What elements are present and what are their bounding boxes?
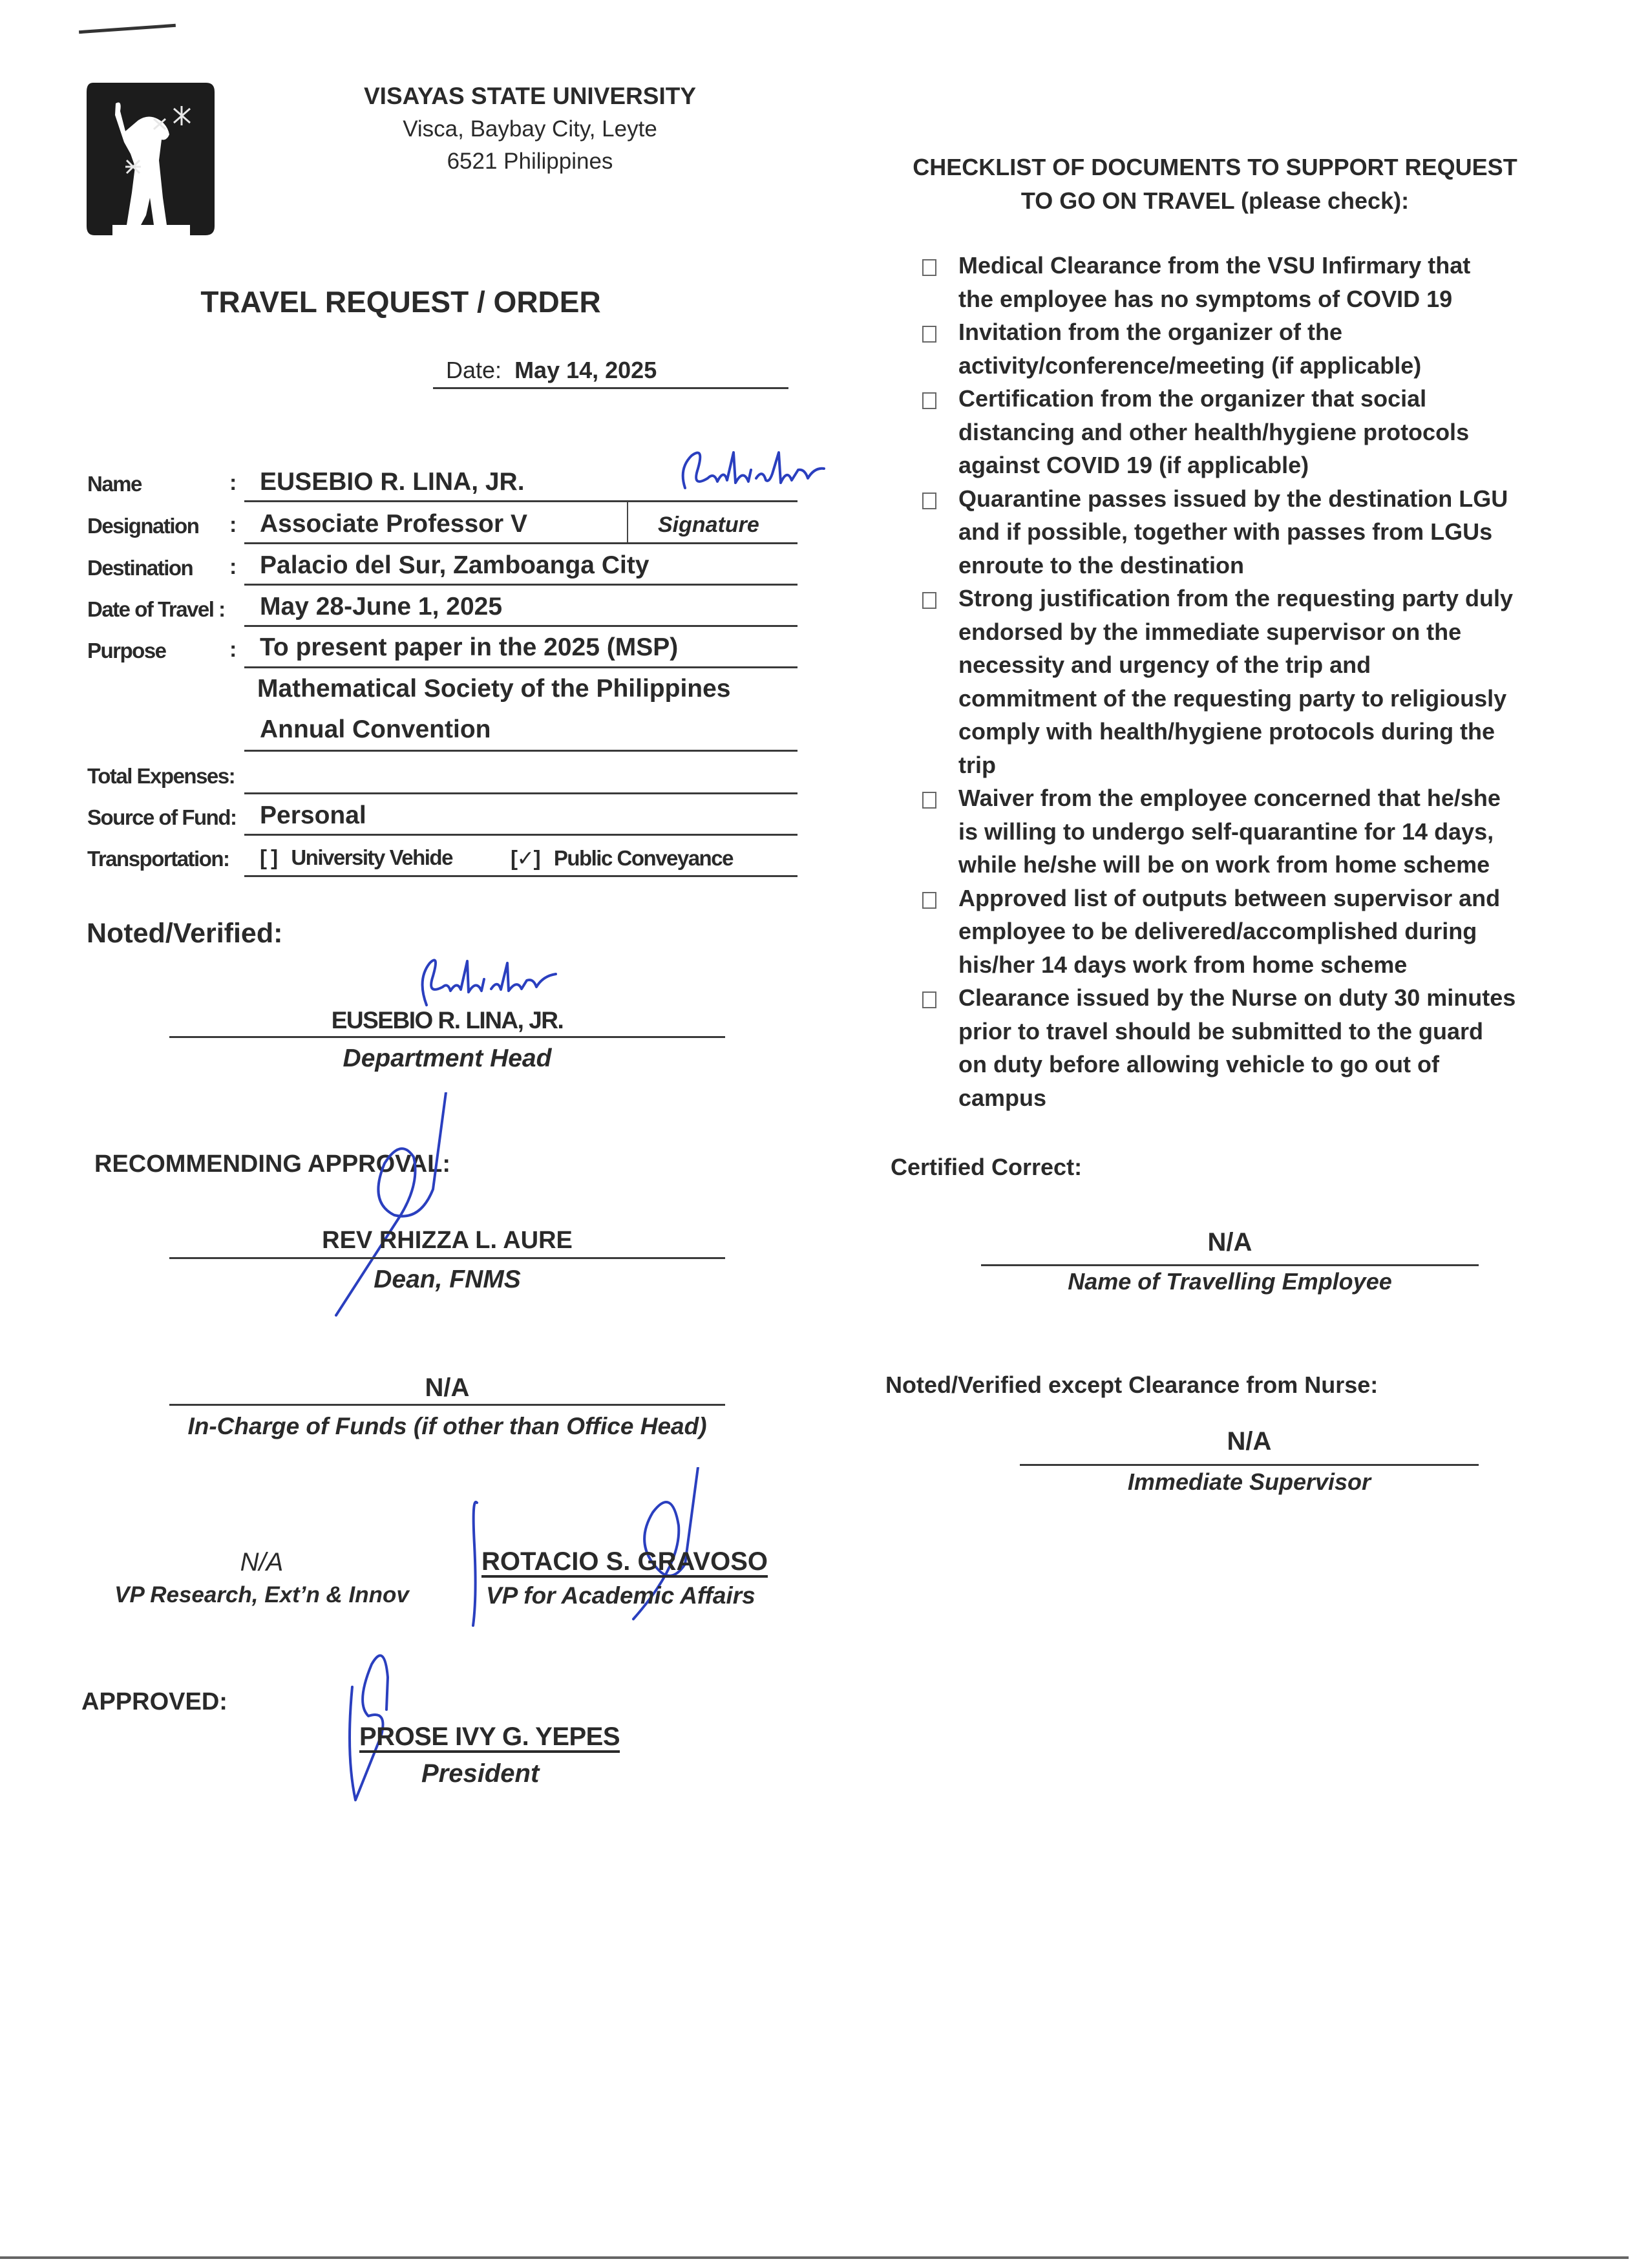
signature-column-divider <box>627 502 628 543</box>
signature-label: Signature <box>658 513 759 537</box>
checklist-item-line: campus <box>958 1084 1047 1111</box>
date-underline <box>433 387 788 389</box>
checklist-item-line: on duty before allowing vehicle to go out of <box>958 1051 1439 1077</box>
checklist-checkbox[interactable] <box>922 991 936 1008</box>
travelling-employee-underline <box>981 1264 1479 1266</box>
checklist-item-line: Quarantine passes issued by the destination LGU <box>958 485 1508 512</box>
checklist-checkbox[interactable] <box>922 792 936 809</box>
university-address-line1: Visca, Baybay City, Leyte <box>403 116 657 142</box>
source-of-fund-value[interactable]: Personal <box>260 801 366 829</box>
transport-checkbox-university[interactable]: [ ] <box>260 845 277 869</box>
vp-academic-role: VP for Academic Affairs <box>486 1582 755 1609</box>
department-head-name: EUSEBIO R. LINA, JR. <box>331 1007 564 1033</box>
vp-research-role: VP Research, Ext’n & Innov <box>114 1582 409 1607</box>
dean-name: REV RHIZZA L. AURE <box>322 1227 573 1254</box>
department-head-role: Department Head <box>343 1044 552 1072</box>
transportation-underline <box>244 875 798 877</box>
immediate-supervisor-underline <box>1020 1464 1479 1466</box>
university-address-line2: 6521 Philippines <box>447 149 613 174</box>
checklist-item-line: trip <box>958 751 996 778</box>
checklist-checkbox[interactable] <box>922 493 936 509</box>
transportation-label: Transportation: <box>87 847 229 871</box>
document-title: TRAVEL REQUEST / ORDER <box>200 285 601 319</box>
colon: : <box>229 513 237 537</box>
checklist-checkbox[interactable] <box>922 892 936 909</box>
date-value: May 14, 2025 <box>514 357 657 383</box>
date-label: Date: <box>446 357 502 383</box>
checklist-checkbox[interactable] <box>922 259 936 276</box>
scan-mark-top <box>79 24 176 34</box>
purpose-line-2[interactable]: Mathematical Society of the Philippines <box>257 675 731 703</box>
source-of-fund-label: Source of Fund: <box>87 805 237 829</box>
checklist-item-line: the employee has no symptoms of COVID 19 <box>958 285 1453 312</box>
name-label: Name <box>87 472 142 496</box>
approved-heading: APPROVED: <box>81 1688 227 1715</box>
date-of-travel-value[interactable]: May 28-June 1, 2025 <box>260 593 503 620</box>
in-charge-funds-role: In-Charge of Funds (if other than Office Head) <box>187 1413 707 1439</box>
checklist-item-text <box>958 482 1540 582</box>
in-charge-funds-underline <box>169 1404 725 1406</box>
immediate-supervisor-role: Immediate Supervisor <box>1127 1468 1371 1495</box>
applicant-signature <box>672 443 834 501</box>
destination-label: Destination <box>87 556 193 580</box>
immediate-supervisor-name: N/A <box>1227 1427 1272 1456</box>
checklist-item-text <box>958 249 1540 315</box>
date-of-travel-label: Date of Travel : <box>87 597 225 621</box>
colon: : <box>229 637 237 662</box>
vsu-logo-icon <box>87 83 215 235</box>
designation-label: Designation <box>87 514 199 538</box>
date-of-travel-underline <box>244 625 798 627</box>
purpose-underline-3 <box>244 750 798 752</box>
transport-option-university-vehicle[interactable] <box>260 845 452 870</box>
checklist-item-line: his/her 14 days work from home scheme <box>958 951 1408 978</box>
transport-label-public: Public Conveyance <box>553 846 733 870</box>
checklist-item-line: is willing to undergo self-quarantine for 14 days, <box>958 818 1494 845</box>
checklist-checkbox[interactable] <box>922 592 936 609</box>
checklist-item-line: commitment of the requesting party to religiously <box>958 684 1507 712</box>
in-charge-funds-name: N/A <box>425 1373 470 1402</box>
certified-correct-heading: Certified Correct: <box>891 1154 1083 1180</box>
checklist-item-line: Waiver from the employee concerned that he/she <box>958 785 1501 811</box>
checklist-item-text <box>958 582 1540 781</box>
transport-label-university: University Vehide <box>291 845 452 869</box>
destination-underline <box>244 584 798 586</box>
president-role: President <box>421 1759 540 1788</box>
transport-option-public-conveyance[interactable] <box>511 845 733 871</box>
checklist-item-line: necessity and urgency of the trip and <box>958 652 1371 678</box>
checklist-item-line: Invitation from the organizer of the <box>958 319 1343 345</box>
checklist-checkbox[interactable] <box>922 392 936 409</box>
colon: : <box>229 555 237 579</box>
recommending-approval-heading: RECOMMENDING APPROVAL: <box>94 1150 450 1178</box>
destination-value[interactable]: Palacio del Sur, Zamboanga City <box>260 551 650 579</box>
scan-mark-bottom <box>0 2256 1629 2259</box>
checklist-title-line1: CHECKLIST OF DOCUMENTS TO SUPPORT REQUEST <box>913 154 1517 180</box>
checklist-item-line: Certification from the organizer that social <box>958 385 1427 412</box>
noted-verified-heading: Noted/Verified: <box>87 918 283 949</box>
designation-value[interactable]: Associate Professor V <box>260 510 528 538</box>
checklist-item-line: Clearance issued by the Nurse on duty 30 minutes <box>958 984 1516 1011</box>
checklist-item-line: enroute to the destination <box>958 551 1245 578</box>
travelling-employee-role: Name of Travelling Employee <box>1068 1268 1392 1295</box>
department-head-underline <box>169 1036 725 1038</box>
checklist-item-text <box>958 981 1540 1114</box>
total-expenses-label: Total Expenses: <box>87 764 235 788</box>
purpose-line-1[interactable]: To present paper in the 2025 (MSP) <box>260 633 679 661</box>
purpose-underline-1 <box>244 666 798 668</box>
checklist-item-line: Approved list of outputs between supervisor and <box>958 884 1501 911</box>
dean-role: Dean, FNMS <box>374 1266 521 1293</box>
name-value[interactable]: EUSEBIO R. LINA, JR. <box>260 468 525 496</box>
checklist-checkbox[interactable] <box>922 326 936 343</box>
vp-academic-name: ROTACIO S. GRAVOSO <box>481 1547 768 1576</box>
university-name: VISAYAS STATE UNIVERSITY <box>363 83 697 109</box>
department-head-signature <box>404 953 572 1012</box>
purpose-line-3[interactable]: Annual Convention <box>260 715 491 743</box>
checklist-item-text <box>958 315 1540 382</box>
checklist-item-line: employee to be delivered/accomplished during <box>958 918 1477 944</box>
checklist-item-text <box>958 781 1540 882</box>
colon: : <box>229 471 237 495</box>
transport-checkbox-public[interactable]: [✓] <box>511 846 540 870</box>
purpose-label: Purpose <box>87 639 166 662</box>
source-of-fund-underline <box>244 834 798 836</box>
checklist-item-line: prior to travel should be submitted to the guard <box>958 1017 1484 1044</box>
checklist-item-line: against COVID 19 (if applicable) <box>958 452 1309 478</box>
dean-underline <box>169 1257 725 1259</box>
checklist-item-line: endorsed by the immediate supervisor on the <box>958 618 1462 645</box>
checklist-item-line: Medical Clearance from the VSU Infirmary that <box>958 252 1471 279</box>
checklist-item-text <box>958 382 1540 482</box>
noted-except-nurse-heading: Noted/Verified except Clearance from Nurse: <box>885 1372 1379 1398</box>
date-field[interactable] <box>446 357 657 384</box>
checklist-item-line: distancing and other health/hygiene protocols <box>958 418 1470 445</box>
checklist-item-line: comply with health/hygiene protocols during the <box>958 718 1495 745</box>
travelling-employee-name: N/A <box>1207 1228 1252 1256</box>
checklist-title-line2: TO GO ON TRAVEL (please check): <box>1020 187 1410 214</box>
checklist-item-line: while he/she will be on work from home scheme <box>958 851 1490 878</box>
designation-underline <box>244 542 798 544</box>
checklist-item-line: Strong justification from the requesting party duly <box>958 585 1514 611</box>
president-name: PROSE IVY G. YEPES <box>359 1722 620 1751</box>
vp-research-name: N/A <box>240 1548 284 1576</box>
checklist-item-line: activity/conference/meeting (if applicable) <box>958 352 1422 379</box>
checklist-item-text <box>958 882 1540 982</box>
checklist-item-line: and if possible, together with passes from LGUs <box>958 518 1493 545</box>
total-expenses-underline <box>244 792 798 794</box>
checklist-title <box>905 151 1525 218</box>
